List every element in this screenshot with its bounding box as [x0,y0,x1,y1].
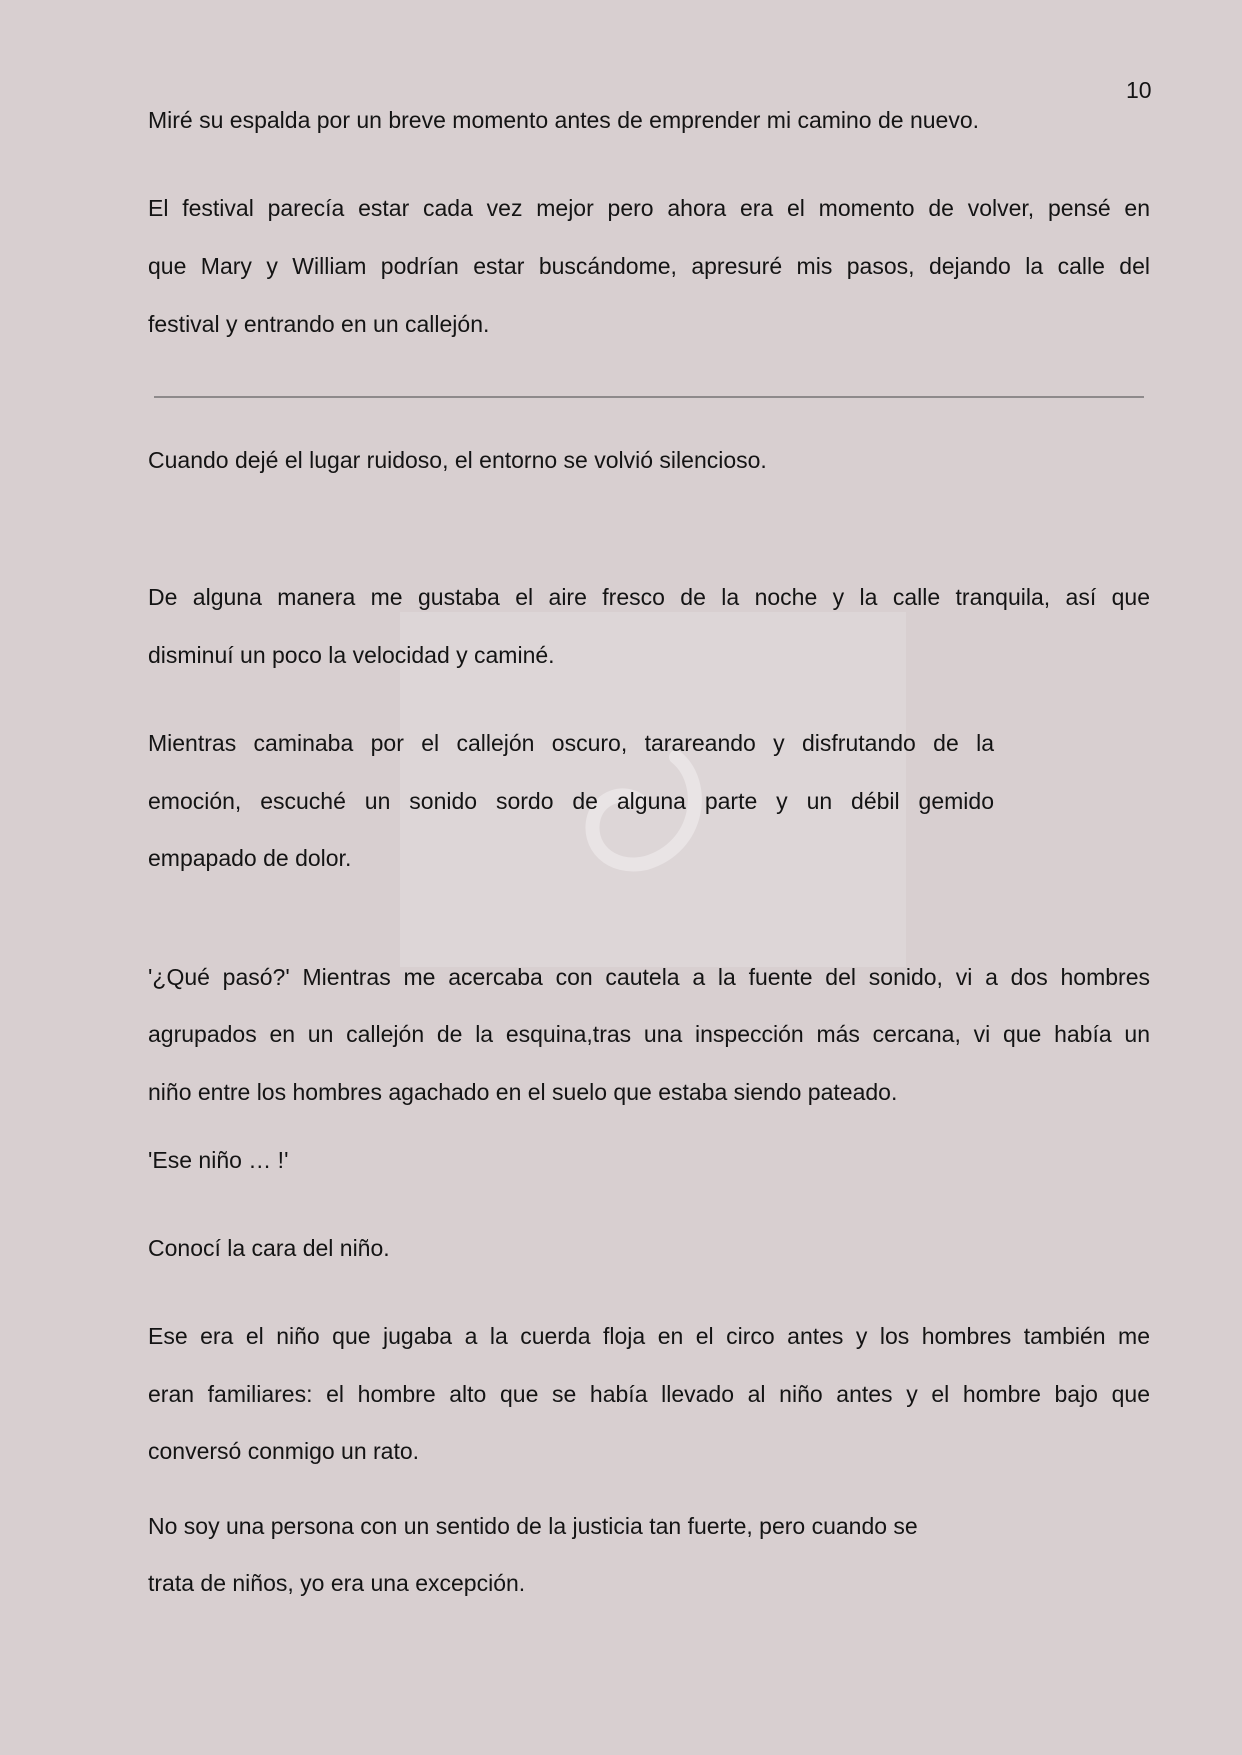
paragraph-line: disminuí un poco la velocidad y caminé. [148,642,555,668]
paragraph-line: conversó conmigo un rato. [148,1438,420,1464]
paragraph-line: Miré su espalda por un breve momento antes de emprender mi camino de nuevo. [148,107,980,133]
paragraph-line: Conocí la cara del niño. [148,1235,390,1261]
paragraph-line: 'Ese niño … !' [148,1147,289,1173]
paragraph-line: El festival parecía estar cada vez mejor pero ahora era el momento de volver, pensé en [148,195,1150,221]
paragraph-line: Mientras caminaba por el callejón oscuro, tarareando y disfrutando de la [148,730,994,756]
paragraph-line: De alguna manera me gustaba el aire fresco de la noche y la calle tranquila, así que [148,584,1150,610]
paragraph-line: Cuando dejé el lugar ruidoso, el entorno se volvió silencioso. [148,447,767,473]
paragraph-line: Ese era el niño que jugaba a la cuerda floja en el circo antes y los hombres también me [148,1323,1150,1349]
paragraph-line: festival y entrando en un callejón. [148,311,490,337]
page-number: 10 [1126,77,1152,103]
paragraph-line: agrupados en un callejón de la esquina,tras una inspección más cercana, vi que había un [148,1021,1150,1047]
paragraph-line: empapado de dolor. [148,845,352,871]
section-divider [154,396,1144,398]
paragraph-line: No soy una persona con un sentido de la justicia tan fuerte, pero cuando se [148,1513,918,1539]
paragraph-line: que Mary y William podrían estar buscándome, apresuré mis pasos, dejando la calle del [148,253,1150,279]
paragraph-line: '¿Qué pasó?' Mientras me acercaba con cautela a la fuente del sonido, vi a dos hombres [148,964,1150,990]
paragraph-line: trata de niños, yo era una excepción. [148,1570,526,1596]
paragraph-line: eran familiares: el hombre alto que se había llevado al niño antes y el hombre bajo que [148,1381,1150,1407]
paragraph-line: emoción, escuché un sonido sordo de alguna parte y un débil gemido [148,788,994,814]
paragraph-line: niño entre los hombres agachado en el suelo que estaba siendo pateado. [148,1079,898,1105]
